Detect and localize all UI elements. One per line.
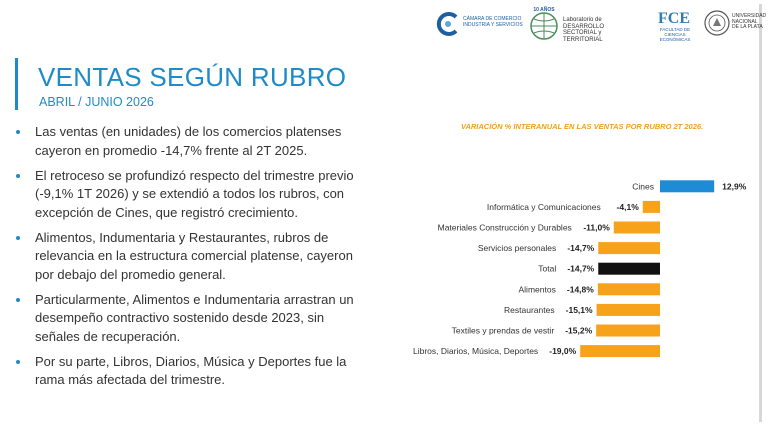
chart-category-label: Materiales Construcción y Durables xyxy=(437,222,572,233)
bullet-dot-icon xyxy=(16,360,20,364)
bullet-item xyxy=(14,291,359,347)
chart-category-label: Textiles y prendas de vestir xyxy=(451,325,555,336)
title-accent-bar xyxy=(15,58,18,110)
page-subtitle: ABRIL / JUNIO 2026 xyxy=(39,95,154,109)
bullet-item xyxy=(14,123,359,160)
chart-bar xyxy=(598,263,660,275)
bullet-text: Particularmente, Alimentos e Indumentaria arrastran un desempeño contractivo sostenido desde 2023, sin señales de recuperación. xyxy=(35,291,354,344)
chart-bar xyxy=(597,304,660,316)
bullet-item xyxy=(14,229,359,285)
unlp-text: UNIVERSIDAD NACIONAL DE LA PLATA xyxy=(732,13,767,30)
chart-bar xyxy=(598,242,660,254)
fce-logo xyxy=(651,6,699,42)
chart-bar xyxy=(598,283,660,295)
unlp-logo xyxy=(704,6,767,42)
chart-category-label: Libros, Diarios, Música, Deportes xyxy=(413,346,539,357)
chart-category-label: Alimentos xyxy=(518,284,556,295)
laboratorio-badge: 10 AÑOS xyxy=(533,7,555,13)
chart-value-label: -14,7% xyxy=(567,243,595,254)
laboratorio-desarrollo-logo xyxy=(528,6,618,42)
bar-chart xyxy=(380,172,760,362)
camara-comercio-text: CÁMARA DE COMERCIO INDUSTRIA Y SERVICIOS xyxy=(463,16,523,28)
chart-category-label: Cines xyxy=(632,181,654,192)
chart-value-label: -15,1% xyxy=(565,304,593,315)
bullet-text: Por su parte, Libros, Diarios, Música y Deportes fue la rama más afectada del trimestre. xyxy=(35,353,347,387)
chart-bar xyxy=(643,201,660,213)
camara-comercio-icon xyxy=(436,12,460,36)
bullet-dot-icon xyxy=(16,174,20,178)
page-title: VENTAS SEGÚN RUBRO xyxy=(38,62,347,92)
chart-category-label: Restaurantes xyxy=(504,304,555,315)
chart-value-label: -14,7% xyxy=(567,263,595,274)
laboratorio-text: Laboratorio de DESARROLLO SECTORIAL y TERRITORIAL xyxy=(563,17,605,43)
chart-bar xyxy=(614,222,660,234)
chart-value-label: -14,8% xyxy=(566,284,594,295)
bullet-text: Alimentos, Indumentaria y Restaurantes, rubros de relevancia en la estructura comercial platense, cayeron por debajo del promedio general. xyxy=(35,229,353,282)
bullet-text: El retroceso se profundizó respecto del trimestre previo (-9,1% 1T 2026) y se extendió a todos los rubros, con excepción de Cines, que registró crecimiento. xyxy=(35,167,354,220)
chart-title: VARIACIÓN % INTERANUAL EN LAS VENTAS POR RUBRO 2T 2026. xyxy=(461,122,704,131)
chart-category-label: Informática y Comunicaciones xyxy=(486,201,601,212)
fce-mark-text: FCE xyxy=(658,10,690,26)
chart-bar xyxy=(580,345,660,357)
chart-value-label: -4,1% xyxy=(616,201,639,212)
chart-value-label: -11,0% xyxy=(583,222,610,233)
chart-bar xyxy=(660,180,714,192)
chart-category-label: Servicios personales xyxy=(477,243,557,254)
chart-bar xyxy=(596,325,660,337)
camara-comercio-logo xyxy=(436,6,526,42)
fce-text: FACULTAD DE CIENCIAS ECONÓMICAS xyxy=(659,27,691,42)
bullet-dot-icon xyxy=(16,298,20,302)
chart-value-label: -19,0% xyxy=(549,346,577,357)
bullet-dot-icon xyxy=(16,130,20,134)
bullet-text: Las ventas (en unidades) de los comercios platenses cayeron en promedio -14,7% frente al 2T 2025. xyxy=(35,124,342,158)
chart-value-label: 12,9% xyxy=(722,181,747,192)
unlp-seal-icon xyxy=(704,10,730,36)
header-logos xyxy=(436,6,767,43)
chart-category-label: Total xyxy=(538,263,557,274)
fce-mark-icon xyxy=(654,8,694,26)
bullet-item xyxy=(14,167,359,223)
laboratorio-globe-icon xyxy=(528,6,560,42)
bullet-list xyxy=(14,123,359,396)
chart-value-label: -15,2% xyxy=(565,325,593,336)
bullet-item xyxy=(14,353,359,390)
bullet-dot-icon xyxy=(16,236,20,240)
